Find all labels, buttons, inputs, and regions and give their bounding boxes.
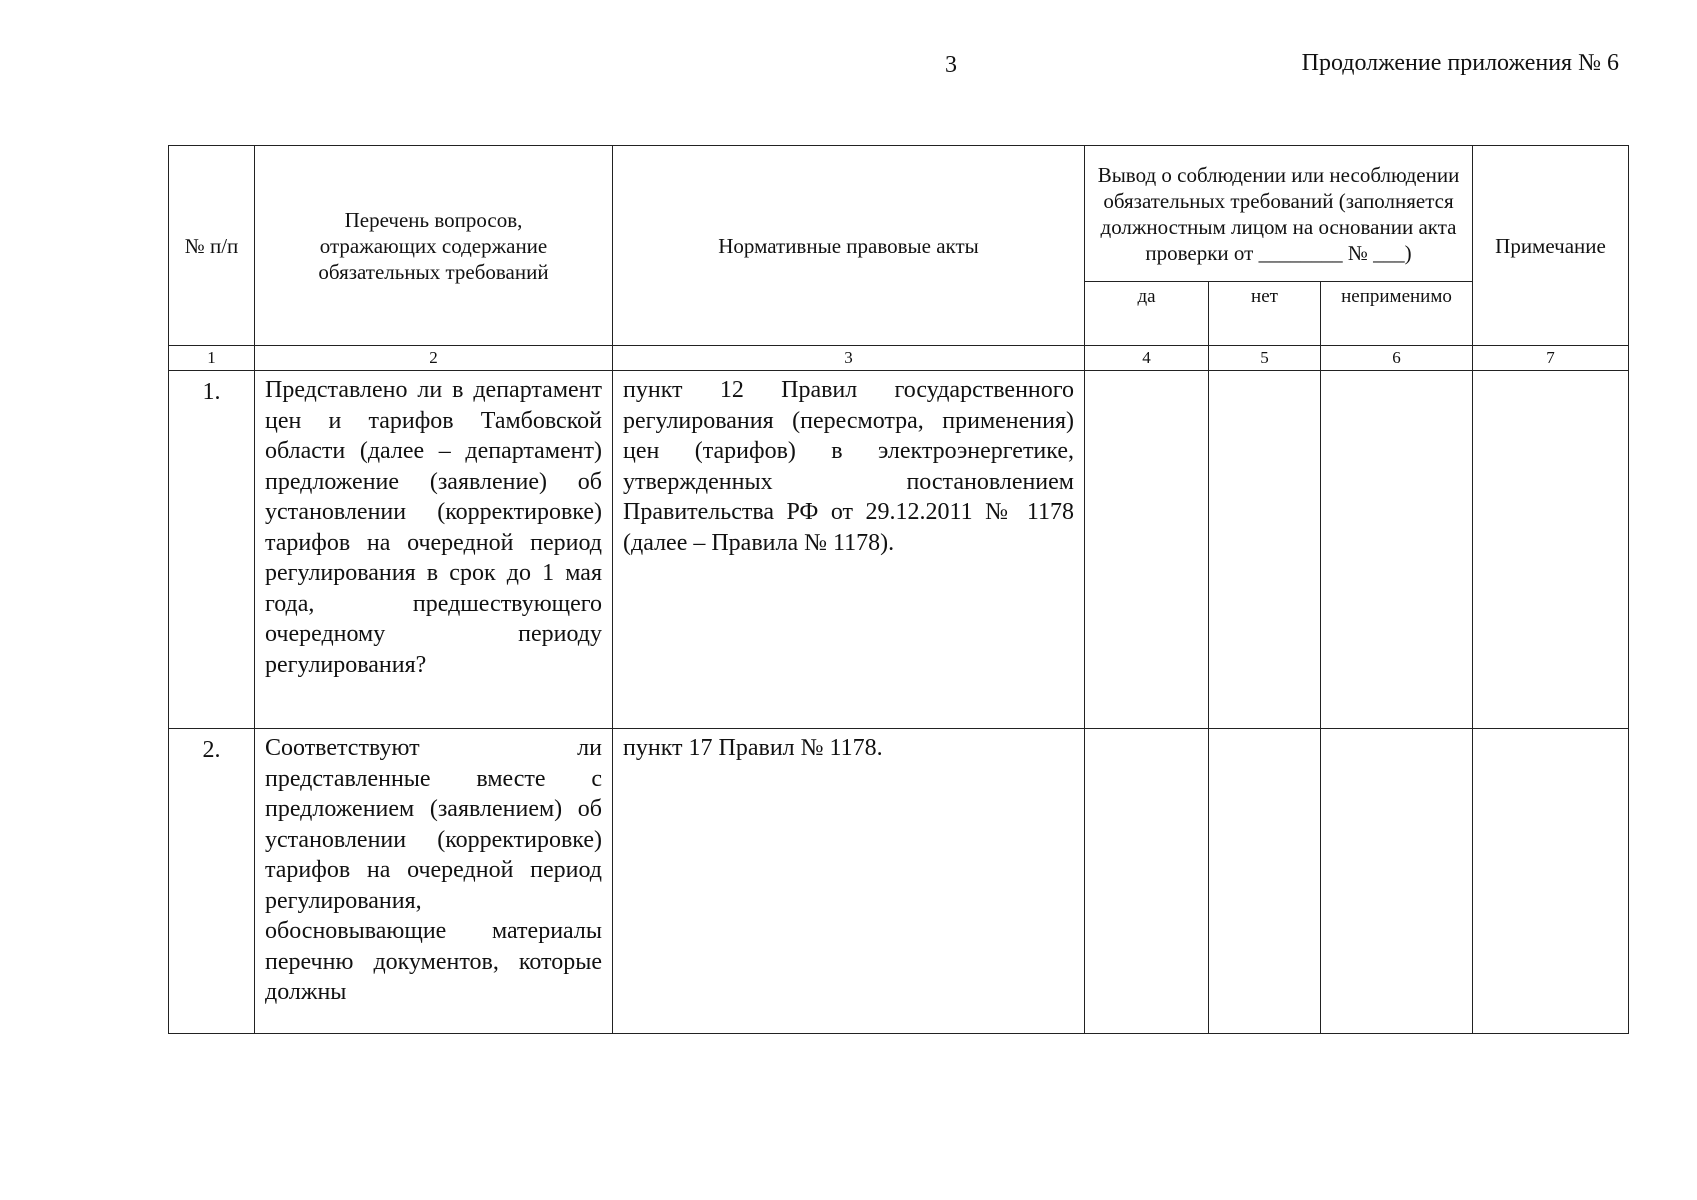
answer-na-cell [1321, 371, 1473, 729]
column-number: 2 [255, 346, 613, 371]
question-text: Представлено ли в департамент цен и тарифов Тамбовской области (далее – департамент) предложение (заявление) об установлении (корректировке) тарифов на очередной период регулирования в срок до 1 мая года, предшествующего очередному периоду регулирования? [255, 371, 613, 729]
page-number: 3 [945, 52, 957, 78]
header-na: неприменимо [1321, 282, 1473, 346]
table-row [169, 371, 1629, 729]
table-row [169, 729, 1629, 1034]
answer-yes-cell [1085, 729, 1209, 1034]
column-number: 4 [1085, 346, 1209, 371]
header-num: № п/п [169, 146, 255, 346]
question-text: Соответствуют ли представленные вместе с предложением (заявлением) об установлении (корректировке) тарифов на очередной период регулирования, обосновывающие материалы перечню документов, которые должны [255, 729, 613, 1034]
column-number: 1 [169, 346, 255, 371]
answer-no-cell [1209, 371, 1321, 729]
column-number: 3 [613, 346, 1085, 371]
row-number: 2. [169, 729, 255, 1034]
row-number: 1. [169, 371, 255, 729]
header-conclusion: Вывод о соблюдении или несоблюдении обязательных требований (заполняется должностным лицом на основании акта проверки от ________ № ___) [1085, 146, 1473, 282]
answer-yes-cell [1085, 371, 1209, 729]
requirements-table [168, 145, 1629, 1034]
legal-act-text: пункт 17 Правил № 1178. [613, 729, 1085, 1034]
appendix-label: Продолжение приложения № 6 [1301, 50, 1619, 76]
header-acts: Нормативные правовые акты [613, 146, 1085, 346]
column-number: 7 [1473, 346, 1629, 371]
header-note: Примечание [1473, 146, 1629, 346]
answer-na-cell [1321, 729, 1473, 1034]
header-no: нет [1209, 282, 1321, 346]
header-yes: да [1085, 282, 1209, 346]
header-questions: Перечень вопросов, отражающих содержание обязательных требований [255, 146, 613, 346]
column-number: 5 [1209, 346, 1321, 371]
note-cell [1473, 729, 1629, 1034]
answer-no-cell [1209, 729, 1321, 1034]
column-number: 6 [1321, 346, 1473, 371]
legal-act-text: пункт 12 Правил государственного регулирования (пересмотра, применения) цен (тарифов) в электроэнергетике, утвержденных постановлением Правительства РФ от 29.12.2011 № 1178 (далее – Правила № 1178). [613, 371, 1085, 729]
note-cell [1473, 371, 1629, 729]
